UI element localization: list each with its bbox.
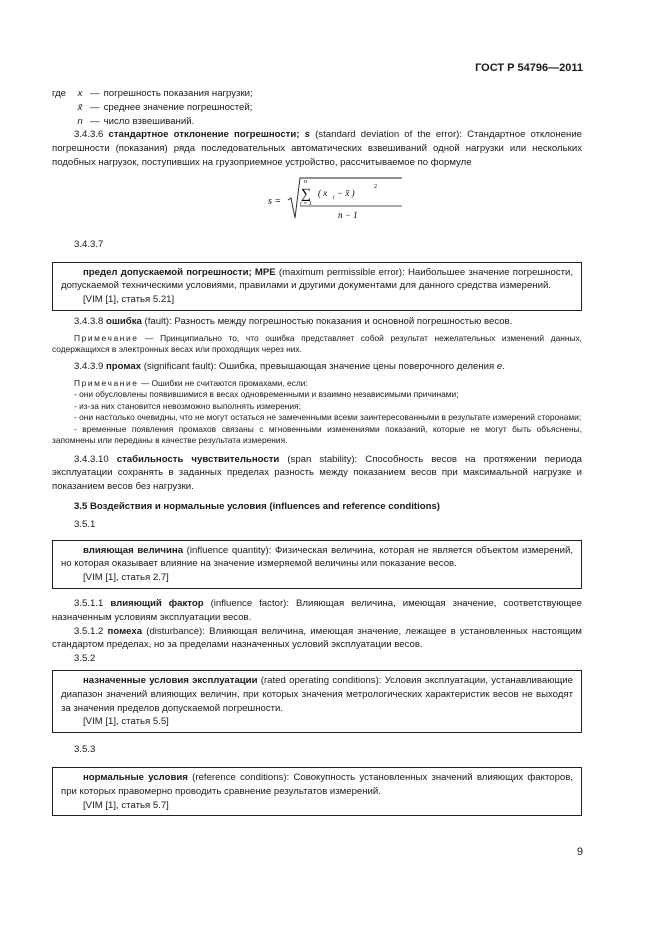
note-intro: — Ошибки не считаются промахами, если: <box>140 377 308 388</box>
clause-number: 3.5.2 <box>74 653 96 665</box>
term-symbol: s <box>304 129 310 141</box>
section-3-5-title <box>52 500 582 514</box>
definition: (fault): Разность между погрешностью показания и основной погрешностью весов. <box>144 315 513 327</box>
sigma-symbol: ∑ <box>301 186 311 202</box>
clause-number-line <box>52 652 582 666</box>
clause-3-5-1-1 <box>52 597 582 625</box>
clause-number: 3.4.3.10 <box>74 453 109 465</box>
definition-paragraph <box>61 266 573 294</box>
definition: (influence factor): Влияющая величина, имеющая значение, соответствующее назначенным условиям эксплуатации весов. <box>52 597 582 623</box>
clause-number: 3.4.3.6 <box>74 129 104 141</box>
definition-symbol: e <box>496 360 503 372</box>
definition: (influence quantity): Физическая величина, которая не является объектом измерений, но которая оказывает влияние на значение измеряемой величины или показание весов. <box>61 544 573 570</box>
clause-number: 3.5.3 <box>74 744 96 756</box>
vim-reference: [VIM [1], статья 5.5] <box>83 716 169 728</box>
clause-3-4-3-10 <box>52 453 582 494</box>
vim-reference: [VIM [1], статья 5.21] <box>83 294 175 306</box>
formula-power: 2 <box>374 183 377 190</box>
page-number: 9 <box>576 846 583 858</box>
term: стандартное отклонение погрешности; <box>108 129 300 141</box>
definition-paragraph <box>61 771 573 799</box>
clause-number: 3.4.3.8 <box>74 315 104 327</box>
formula-term: ( x <box>318 187 328 198</box>
legend-symbol: x̄ <box>77 101 83 113</box>
page-content <box>52 87 582 820</box>
term: стабильность чувствительности <box>116 453 280 465</box>
sum-upper: n <box>304 178 307 185</box>
term: назначенные условия эксплуатации <box>83 674 258 686</box>
note-item: - они настолько очевидны, что не могут остаться не замеченными всеми заинтересованными в результате измерений сторонами; <box>74 412 582 423</box>
clause-number: 3.4.3.7 <box>74 238 104 250</box>
note-item: - временные появления промахов связаны с мгновенными изменениями показаний, которые не могут быть объяснены, запомнены или переданы в качестве результата измерения. <box>52 423 582 446</box>
clause-number-line <box>52 238 582 252</box>
term: нормальные условия <box>83 771 188 783</box>
sum-lower: i = 1 <box>300 200 312 207</box>
legend-symbol: n <box>77 115 83 127</box>
definition-paragraph <box>61 544 573 572</box>
term: помеха <box>107 625 143 637</box>
clause-3-5-1-2 <box>52 625 582 653</box>
legend-intro: где <box>52 88 67 99</box>
formula-sub: i <box>333 194 335 201</box>
vim-reference: [VIM [1], статья 2.7] <box>83 572 169 584</box>
legend-symbol: x <box>77 88 83 99</box>
definition-paragraph <box>61 674 573 715</box>
term: предел допускаемой погрешности; MPE <box>83 266 276 278</box>
note-3-4-3-8 <box>52 333 582 356</box>
clause-3-4-3-9: 3.4.3.9 промах (significant fault): Ошибка, превышающая значение цены поверочного деления e. <box>74 360 505 372</box>
term: влияющий фактор <box>110 597 204 609</box>
std-deviation-formula <box>52 174 582 232</box>
definition: (maximum permissible error): Наибольшее значение погрешности, допускаемой техническими условиями, правилами и другими документами для данного средства измерений. <box>61 266 573 292</box>
definition-box-3-5-2 <box>52 670 582 733</box>
formula-legend <box>52 87 582 128</box>
clause-number: 3.5.1.1 <box>74 597 104 609</box>
definition: (disturbance): Влияющая величина, имеющая значение, лежащее в установленных настоящим стандартом пределах, но за пределами назначенных условий эксплуатации весов. <box>52 625 583 651</box>
clause-number: 3.4.3.9 <box>74 360 104 372</box>
legend-row <box>52 101 582 115</box>
legend-row <box>52 87 582 101</box>
definition-box-3-5-3 <box>52 767 582 816</box>
definition: (standard deviation of the error): Стандартное отклонение погрешности (показания) ряда последовательных автоматических взвешиваний одной нагрузки или нескольких подобных нагрузок, поступивших на грузоприемное устройство, рассчитываемое по формуле <box>52 129 583 168</box>
note-3-4-3-9 <box>52 378 582 390</box>
term: промах <box>106 360 142 372</box>
legend-text: погрешность показания нагрузки; <box>103 88 253 99</box>
definition-box-3-4-3-7 <box>52 262 582 311</box>
note-item: - они обусловлены появившимися в весах одновременными и взаимно независимыми причинами; <box>74 389 459 400</box>
note-label: Примечание <box>74 377 139 388</box>
formula-svg <box>262 174 442 232</box>
clause-number-line <box>52 743 582 757</box>
definition: (reference conditions): Совокупность установленных значений влияющих факторов, при которых правомерно проводить сравнение результатов измерений. <box>61 771 573 797</box>
note-item: - из-за них становится невозможно выполнять измерения; <box>74 400 301 411</box>
formula-lhs: s = <box>268 195 282 207</box>
clause-number-line <box>52 518 582 532</box>
legend-dash: — <box>90 101 100 113</box>
definition: (rated operating conditions): Условия эксплуатации, устанавливающие диапазон значений влияющих величин, при которых значения метрологических характеристик весов не выходят за значения пределов допускаемой погрешности. <box>61 674 573 714</box>
note-label: Примечание <box>74 332 139 343</box>
note-text: — Принципиально то, что ошибка представляет собой результат нежелательных изменений данных, содержащихся в электронных весах или проходящих через них. <box>52 332 583 355</box>
clause-3-4-3-6 <box>52 128 582 169</box>
legend-dash: — <box>90 88 100 99</box>
vim-reference: [VIM [1], статья 5.7] <box>83 799 169 811</box>
definition: (span stability): Способность весов на протяжении периода эксплуатации сохранять в заданных пределах разность между показанием весов при максимальной нагрузке и показанием весов без нагрузки. <box>52 453 583 493</box>
term: влияющая величина <box>83 544 184 556</box>
definition: (significant fault): Ошибка, превышающая значение цены поверочного деления <box>143 360 495 372</box>
clause-number: 3.5.1 <box>74 518 96 530</box>
legend-spacer <box>52 101 74 115</box>
formula-denominator: n − 1 <box>338 209 358 220</box>
legend-text: число взвешиваний. <box>103 115 195 127</box>
definition-box-3-5-1 <box>52 540 582 589</box>
formula-mid: − x̄ ) <box>337 187 355 198</box>
legend-dash: — <box>90 115 100 127</box>
standard-header: ГОСТ Р 54796—2011 <box>475 62 583 74</box>
clause-number: 3.5.1.2 <box>74 625 104 637</box>
legend-row <box>52 115 582 129</box>
section-title: 3.5 Воздействия и нормальные условия (influences and reference conditions) <box>74 500 440 512</box>
legend-spacer <box>52 115 74 129</box>
legend-text: среднее значение погрешностей; <box>103 101 253 113</box>
term: ошибка <box>106 315 142 327</box>
clause-3-4-3-8 <box>52 315 582 329</box>
